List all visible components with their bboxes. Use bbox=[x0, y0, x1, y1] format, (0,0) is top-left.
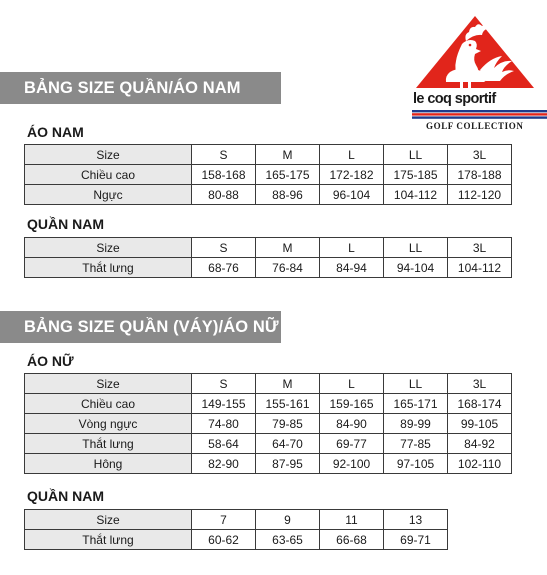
table-row bbox=[25, 165, 512, 185]
table-header-row bbox=[25, 145, 512, 165]
table-row bbox=[25, 185, 512, 205]
table-cell: 88-96 bbox=[256, 185, 320, 205]
table-cell: 112-120 bbox=[448, 185, 512, 205]
table-cell: 165-175 bbox=[256, 165, 320, 185]
header-cell: 13 bbox=[384, 510, 448, 530]
row-label: Hông bbox=[25, 454, 192, 474]
table-cell: 69-71 bbox=[384, 530, 448, 550]
header-cell: 11 bbox=[320, 510, 384, 530]
table-row bbox=[25, 394, 512, 414]
row-label: Ngực bbox=[25, 185, 192, 205]
table-header-row bbox=[25, 374, 512, 394]
table-cell: 97-105 bbox=[384, 454, 448, 474]
header-cell: L bbox=[320, 238, 384, 258]
men-pants-table bbox=[24, 237, 512, 278]
table-cell: 104-112 bbox=[384, 185, 448, 205]
men-shirt-table bbox=[24, 144, 512, 205]
men-pants-title: QUẦN NAM bbox=[27, 216, 104, 232]
header-cell: LL bbox=[384, 374, 448, 394]
header-cell: S bbox=[192, 238, 256, 258]
table-cell: 66-68 bbox=[320, 530, 384, 550]
brand-subtitle: GOLF COLLECTION bbox=[426, 121, 524, 131]
header-cell: 7 bbox=[192, 510, 256, 530]
header-cell: S bbox=[192, 374, 256, 394]
header-cell: Size bbox=[25, 374, 192, 394]
table-cell: 175-185 bbox=[384, 165, 448, 185]
header-cell: Size bbox=[25, 145, 192, 165]
table-row bbox=[25, 258, 512, 278]
table-cell: 84-94 bbox=[320, 258, 384, 278]
row-label: Thắt lưng bbox=[25, 258, 192, 278]
table-cell: 96-104 bbox=[320, 185, 384, 205]
header-cell: 3L bbox=[448, 238, 512, 258]
women-shirt-table bbox=[24, 373, 512, 474]
table-row bbox=[25, 434, 512, 454]
table-cell: 89-99 bbox=[384, 414, 448, 434]
header-cell: 3L bbox=[448, 145, 512, 165]
table-cell: 159-165 bbox=[320, 394, 384, 414]
row-label: Thắt lưng bbox=[25, 530, 192, 550]
header-cell: Size bbox=[25, 238, 192, 258]
table-cell: 165-171 bbox=[384, 394, 448, 414]
table-cell: 149-155 bbox=[192, 394, 256, 414]
table-cell: 76-84 bbox=[256, 258, 320, 278]
table-cell: 64-70 bbox=[256, 434, 320, 454]
men-shirt-title: ÁO NAM bbox=[27, 124, 84, 140]
table-cell: 74-80 bbox=[192, 414, 256, 434]
header-cell: 9 bbox=[256, 510, 320, 530]
table-cell: 155-161 bbox=[256, 394, 320, 414]
header-cell: L bbox=[320, 374, 384, 394]
table-cell: 87-95 bbox=[256, 454, 320, 474]
table-cell: 68-76 bbox=[192, 258, 256, 278]
header-cell: S bbox=[192, 145, 256, 165]
table-cell: 79-85 bbox=[256, 414, 320, 434]
table-cell: 58-64 bbox=[192, 434, 256, 454]
table-cell: 104-112 bbox=[448, 258, 512, 278]
table-row bbox=[25, 414, 512, 434]
row-label: Chiều cao bbox=[25, 165, 192, 185]
header-cell: L bbox=[320, 145, 384, 165]
table-row bbox=[25, 530, 448, 550]
header-cell: Size bbox=[25, 510, 192, 530]
header-cell: 3L bbox=[448, 374, 512, 394]
table-cell: 77-85 bbox=[384, 434, 448, 454]
table-cell: 178-188 bbox=[448, 165, 512, 185]
women-shirt-title: ÁO NỮ bbox=[27, 353, 74, 369]
table-cell: 99-105 bbox=[448, 414, 512, 434]
brand-wordmark: le coq sportif bbox=[413, 91, 496, 107]
header-cell: M bbox=[256, 238, 320, 258]
table-header-row bbox=[25, 238, 512, 258]
table-cell: 172-182 bbox=[320, 165, 384, 185]
tricolor-stripes-icon bbox=[412, 110, 547, 119]
header-cell: LL bbox=[384, 145, 448, 165]
table-cell: 60-62 bbox=[192, 530, 256, 550]
table-cell: 82-90 bbox=[192, 454, 256, 474]
women-pants-table bbox=[24, 509, 448, 550]
women-size-banner: BẢNG SIZE QUẦN (VÁY)/ÁO NỮ bbox=[0, 311, 281, 343]
header-cell: LL bbox=[384, 238, 448, 258]
table-cell: 63-65 bbox=[256, 530, 320, 550]
table-cell: 69-77 bbox=[320, 434, 384, 454]
row-label: Vòng ngực bbox=[25, 414, 192, 434]
table-cell: 94-104 bbox=[384, 258, 448, 278]
table-cell: 102-110 bbox=[448, 454, 512, 474]
table-cell: 84-90 bbox=[320, 414, 384, 434]
table-header-row bbox=[25, 510, 448, 530]
table-cell: 92-100 bbox=[320, 454, 384, 474]
table-cell: 80-88 bbox=[192, 185, 256, 205]
row-label: Thắt lưng bbox=[25, 434, 192, 454]
men-size-banner: BẢNG SIZE QUẦN/ÁO NAM bbox=[0, 72, 281, 104]
women-pants-title: QUẦN NAM bbox=[27, 488, 104, 504]
table-cell: 158-168 bbox=[192, 165, 256, 185]
row-label: Chiều cao bbox=[25, 394, 192, 414]
table-row bbox=[25, 454, 512, 474]
header-cell: M bbox=[256, 145, 320, 165]
header-cell: M bbox=[256, 374, 320, 394]
table-cell: 168-174 bbox=[448, 394, 512, 414]
table-cell: 84-92 bbox=[448, 434, 512, 454]
